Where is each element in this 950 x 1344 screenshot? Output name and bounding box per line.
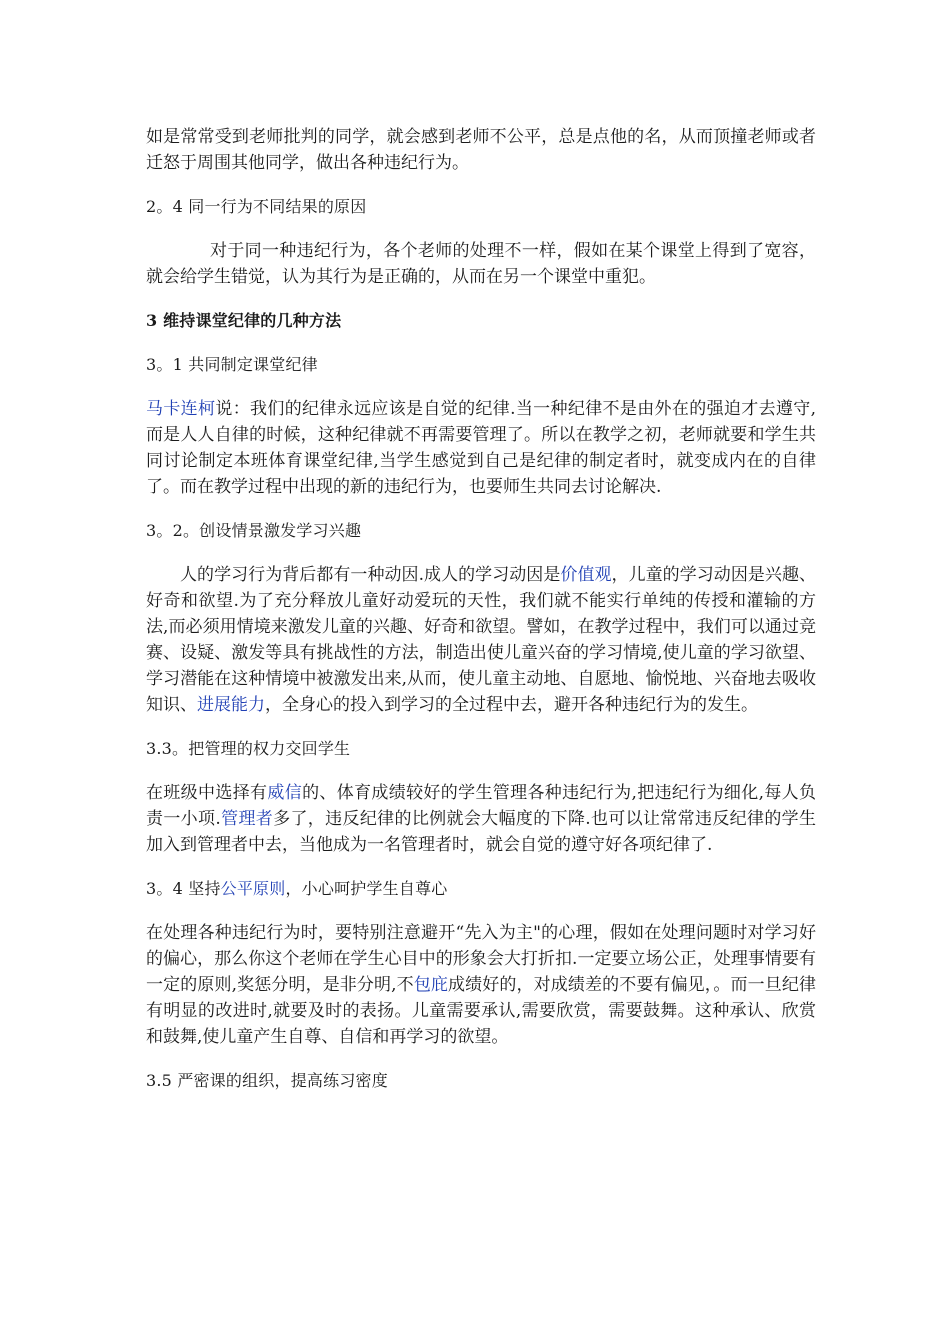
document-page (146, 124, 816, 1112)
link-fairness-principle[interactable]: 公平原则 (220, 879, 286, 898)
heading-3-5: 3.5 严密课的组织，提高练习密度 (146, 1071, 388, 1090)
paragraph-3-4-text-2: 成绩好的，对成绩差的不要有偏见，。而一旦纪律有明显的改进时,就要及时的表扬。儿童需要承认,需要欣赏，需要鼓舞。这种承认、欣赏和鼓舞,使儿童产生自尊、自信和再学习的欲望。 (146, 975, 817, 1047)
heading-3-4 (146, 876, 816, 902)
paragraph-2-4: 对于同一种违纪行为，各个老师的处理不一样，假如在某个课堂上得到了宽容，就会给学生错觉，认为其行为是正确的，从而在另一个课堂中重犯。 (146, 241, 816, 287)
paragraph-3-1 (146, 396, 816, 500)
paragraph-3-3-text-2: 的、体育成绩较好的学生管理各种违纪行为,把违纪行为细化,每人负责一小项. (146, 783, 817, 829)
heading-3-4-text-2: ，小心呵护学生自尊心 (285, 879, 448, 898)
paragraph-3-3 (146, 780, 816, 858)
paragraph-3-2 (146, 562, 816, 718)
heading-section-3: 3 维持课堂纪律的几种方法 (146, 311, 342, 330)
paragraph-3-3-text-3: 多了，违反纪律的比例就会大幅度的下降.也可以让常常违反纪律的学生加入到管理者中去，当他成为一名管理者时，就会自觉的遵守好各项纪律了. (146, 809, 817, 855)
paragraph-3-1-text: 说：我们的纪律永远应该是自觉的纪律.当一种纪律不是由外在的强迫才去遵守,而是人人自律的时候，这种纪律就不再需要管理了。所以在教学之初，老师就要和学生共同讨论制定本班体育课堂纪律,当学生感觉到自己是纪律的制定者时，就变成内在的自律了。而在教学过程中出现的新的违纪行为，也要师生共同去讨论解决. (146, 399, 817, 497)
heading-3-1: 3。1 共同制定课堂纪律 (146, 355, 318, 374)
paragraph-intro: 如是常常受到老师批判的同学，就会感到老师不公平，总是点他的名，从而顶撞老师或者迁怒于周围其他同学，做出各种违纪行为。 (146, 127, 816, 173)
link-manager[interactable]: 管理者 (220, 809, 274, 829)
heading-2-4: 2。4 同一行为不同结果的原因 (146, 197, 367, 216)
link-values[interactable]: 价值观 (560, 565, 612, 585)
heading-3-2: 3。2。创设情景激发学习兴趣 (146, 521, 362, 540)
link-shield[interactable]: 包庇 (413, 975, 449, 995)
paragraph-3-2-text-1: 人的学习行为背后都有一种动因.成人的学习动因是 (180, 565, 561, 585)
paragraph-3-2-text-3: ，全身心的投入到学习的全过程中去，避开各种违纪行为的发生。 (265, 695, 758, 715)
paragraph-3-4-text-1: 在处理各种违纪行为时，要特别注意避开“先入为主"的心理，假如在处理问题时对学习好的偏心，那么你这个老师在学生心目中的形象会大打折扣.一定要立场公正，处理事情要有一定的原则,奖惩分明，是非分明,不 (146, 923, 816, 995)
paragraph-3-4 (146, 920, 816, 1050)
heading-3-3: 3.3。把管理的权力交回学生 (146, 739, 351, 758)
paragraph-3-3-text-1: 在班级中选择有 (146, 783, 268, 803)
paragraph-3-2-text-2: ，儿童的学习动因是兴趣、好奇和欲望.为了充分释放儿童好动爱玩的天性，我们就不能实行单纯的传授和灌输的方法,而必须用情境来激发儿童的兴趣、好奇和欲望。譬如，在教学过程中，我们可以通过竞赛、设疑、激发等具有挑战性的方法，制造出使儿童兴奋的学习情境,使儿童的学习欲望、学习潜能在这种情境中被激发出来,从而，使儿童主动地、自愿地、愉悦地、兴奋地去吸收知识、 (146, 565, 817, 715)
link-makarenko[interactable]: 马卡连柯 (146, 399, 216, 419)
heading-3-4-text-1: 3。4 坚持 (146, 879, 221, 898)
link-prestige[interactable]: 威信 (267, 783, 303, 803)
link-develop-ability[interactable]: 进展能力 (197, 695, 265, 715)
